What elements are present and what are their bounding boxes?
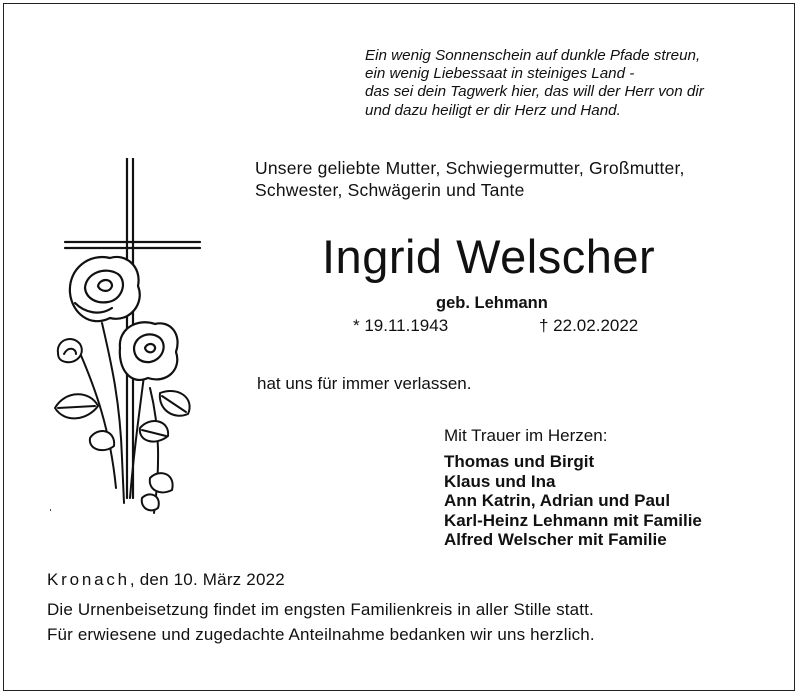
mourner-name: Klaus und Ina [444, 471, 556, 491]
place-date-text: , den 10. März 2022 [129, 570, 285, 589]
mourner-name: Ann Katrin, Adrian und Paul [444, 491, 671, 510]
birth-date: * 19.11.1943 [353, 316, 449, 335]
notice-line: Für erwiesene und zugedachte Anteilnahme bedanken wir uns herzlich. [47, 625, 595, 644]
mourner-name: Karl-Heinz Lehmann mit Familie [444, 510, 702, 530]
notice-text [47, 597, 595, 647]
cross-with-roses-icon [50, 158, 210, 528]
maiden-name: geb. Lehmann [436, 294, 548, 312]
poem-line: das sei dein Tagwerk hier, das will der Herr von dir [365, 83, 704, 101]
mourner-name: Alfred Welscher mit Familie [444, 530, 667, 549]
place-city: Kronach [47, 570, 130, 589]
intro-line: Schwester, Schwägerin und Tante [255, 180, 525, 200]
poem [365, 47, 704, 120]
poem-line: und dazu heiligt er dir Herz und Hand. [365, 101, 621, 119]
intro-text [255, 157, 685, 201]
poem-line: Ein wenig Sonnenschein auf dunkle Pfade streun, [365, 47, 701, 64]
place-date [47, 570, 285, 590]
poem-line: ein wenig Liebessaat in steiniges Land - [365, 65, 635, 83]
mourning-heading: Mit Trauer im Herzen: [444, 426, 608, 445]
mourners-list [444, 452, 702, 550]
intro-line: Unsere geliebte Mutter, Schwiegermutter, Großmutter, [255, 158, 685, 178]
mourner-name: Thomas und Birgit [444, 452, 595, 471]
deceased-name: Ingrid Welscher [322, 230, 656, 283]
death-date: † 22.02.2022 [539, 316, 639, 335]
notice-line: Die Urnenbeisetzung findet im engsten Familienkreis in aller Stille statt. [47, 600, 594, 619]
left-us-text: hat uns für immer verlassen. [257, 374, 472, 393]
